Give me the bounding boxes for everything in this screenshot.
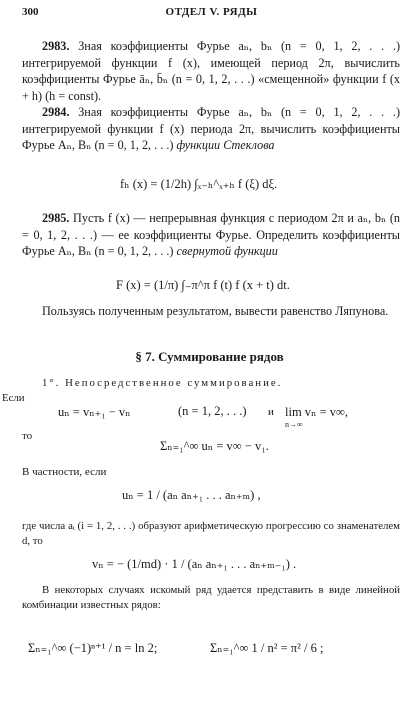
- section-title: § 7. Суммирование рядов: [135, 349, 284, 364]
- convolution-formula: F (x) = (1/π) ∫₋π^π f (t) f (x + t) dt.: [116, 278, 290, 292]
- problem-2985: [22, 210, 400, 260]
- product-formula: uₙ = 1 / (aₙ aₙ₊₁ . . . aₙ₊ₘ) ,: [122, 488, 261, 502]
- page-number: 300: [22, 6, 39, 18]
- series-ln2: Σₙ₌₁^∞ (−1)ⁿ⁺¹ / n = ln 2;: [28, 641, 158, 655]
- problem-number: 2984.: [42, 105, 70, 119]
- series-basel: Σₙ₌₁^∞ 1 / n² = π² / 6 ;: [210, 641, 324, 655]
- if-word: Если: [2, 391, 25, 404]
- problem-text: Пусть f (x) — непрерывная функция с периодом 2π и aₙ, bₙ (n = 0, 1, 2, . . .) — ее коэффициенты Фурье. Определить коэффициенты Фурье Aₙ, Bₙ (n = 0, 1, 2, . . .): [22, 211, 400, 259]
- limit-formula: lim vₙ = v∞,: [285, 405, 349, 419]
- particular-case: В частности, если: [22, 466, 107, 478]
- telescoping-formula: uₙ = vₙ₊₁ − vₙ: [58, 405, 131, 419]
- problem-italic-tail: свернутой функции: [176, 244, 278, 259]
- running-title: ОТДЕЛ V. РЯДЫ: [165, 6, 258, 18]
- page-header: [22, 6, 401, 24]
- progression-text: где числа aᵢ (i = 1, 2, . . .) образуют арифметическую прогрессию со знаменателем d, то: [22, 520, 400, 547]
- problem-number: 2985.: [42, 211, 70, 225]
- limit-subscript: n→∞: [285, 420, 303, 429]
- problem-text: Зная коэффициенты Фурье aₙ, bₙ (n = 0, 1, 2, . . .) интегрируемой функции f (x), имеющей период 2π, вычислить коэффициенты Фурье āₙ, b̄ₙ (n = 0, 1, 2, . . .) «смещенной» функции f (x + h) (h = const).: [22, 39, 401, 103]
- problem-number: 2983.: [42, 39, 70, 53]
- index-condition: (n = 1, 2, . . .): [178, 404, 247, 418]
- subsection-heading: [2, 376, 400, 405]
- problem-2984: [22, 104, 400, 154]
- linear-combination-text: В некоторых случаях искомый ряд удается представить в виде линейной комбинации известных рядов:: [22, 584, 400, 611]
- problem-text: Зная коэффициенты Фурье aₙ, bₙ (n = 0, 1, 2, . . .) интегрируемой функции f (x) периода 2π, вычислить коэффициенты Фурье Aₙ, Bₙ (n = 0, 1, 2, . . .): [22, 105, 401, 153]
- and-word: и: [268, 406, 274, 418]
- then-word: то: [22, 430, 33, 442]
- v-formula: vₙ = − (1/md) · 1 / (aₙ aₙ₊₁ . . . aₙ₊ₘ₋₁) .: [92, 557, 297, 571]
- lyapunov-paragraph: Пользуясь полученным результатом, вывести равенство Ляпунова.: [42, 304, 389, 318]
- steklov-formula: fₕ (x) = (1/2h) ∫ₓ₋ₕ^ₓ₊ₕ f (ξ) dξ.: [120, 177, 278, 191]
- problem-italic-tail: функции Стеклова: [176, 138, 275, 153]
- sum-formula-1: Σₙ₌₁^∞ uₙ = v∞ − v₁.: [160, 439, 269, 453]
- problem-2983: [22, 38, 400, 104]
- subsection-title: 1°. Непосредственное суммирование.: [42, 377, 283, 389]
